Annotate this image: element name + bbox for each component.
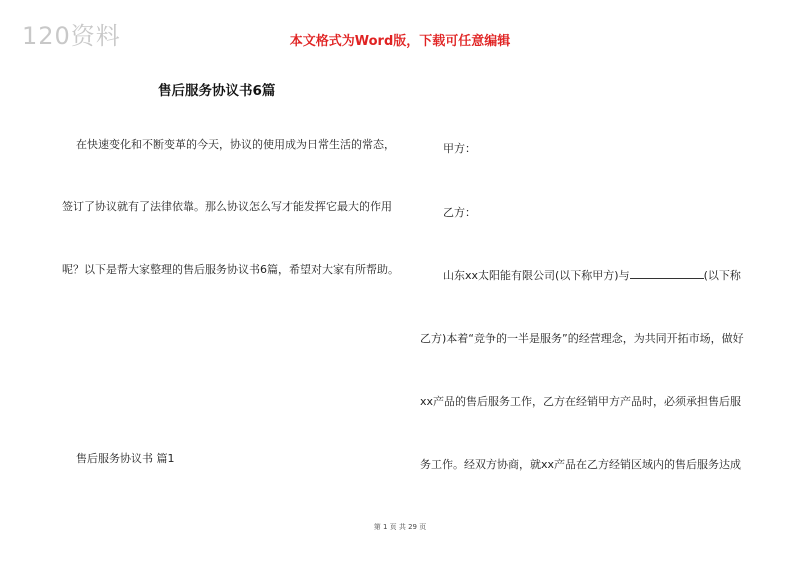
agreement-line-4: 务工作。经双方协商，就xx产品在乙方经销区域内的售后服务达成 — [420, 458, 742, 471]
party-b-label: 乙方： — [443, 206, 476, 219]
intro-line-2: 签订了协议就有了法律依靠。那么协议怎么写才能发挥它最大的作用 — [62, 200, 392, 213]
document-title: 售后服务协议书6篇 — [158, 83, 276, 99]
intro-line-3: 呢？以下是帮大家整理的售后服务协议书6篇，希望对大家有所帮助。 — [62, 263, 399, 276]
agreement-line-2: 乙方)本着“竞争的一半是服务”的经营理念，为共同开拓市场，做好 — [420, 332, 744, 345]
agreement-line-1-end: (以下称 — [703, 269, 741, 282]
section-heading: 售后服务协议书 篇1 — [76, 452, 175, 465]
page-footer: 第 1 页 共 29 页 — [373, 523, 427, 531]
intro-line-1: 在快速变化和不断变革的今天，协议的使用成为日常生活的常态， — [76, 138, 395, 151]
agreement-line-1-start: 山东xx太阳能有限公司(以下称甲方)与 — [443, 269, 630, 282]
agreement-line-3: xx产品的售后服务工作，乙方在经销甲方产品时，必须承担售后服 — [420, 395, 742, 408]
format-banner: 本文格式为Word版，下载可任意编辑 — [289, 34, 511, 49]
watermark-logo: 120资料 — [22, 22, 121, 50]
agreement-line-1 — [443, 267, 741, 283]
blank-underline — [630, 268, 704, 279]
party-a-label: 甲方： — [443, 142, 476, 155]
